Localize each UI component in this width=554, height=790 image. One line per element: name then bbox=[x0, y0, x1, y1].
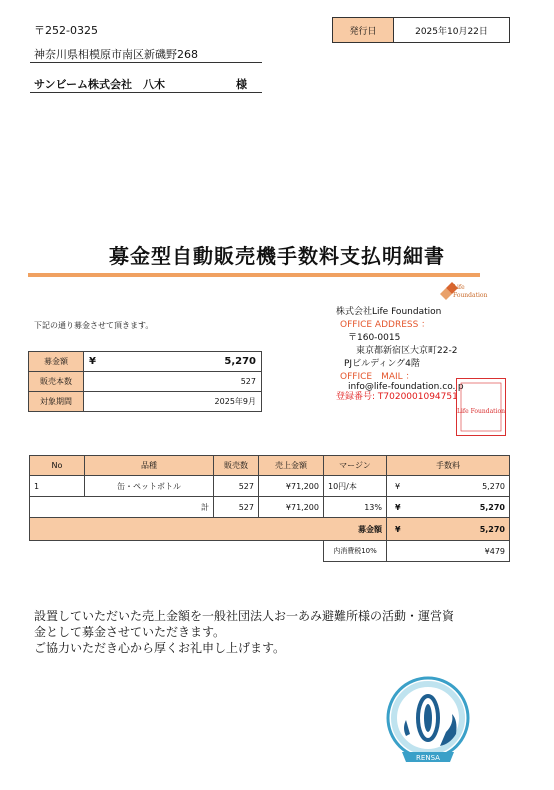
rensa-emblem bbox=[380, 674, 476, 770]
total-value: 5,270 bbox=[479, 524, 505, 534]
tax-spacer bbox=[30, 541, 324, 562]
summary-label-donation: 募金額 bbox=[29, 352, 84, 372]
subtotal-fee-cell bbox=[387, 497, 510, 518]
message-line-1: 設置していただいた売上金額を一般社団法人お一あみ避難所様の活動・運営資 bbox=[34, 609, 455, 623]
issue-date-label: 発行日 bbox=[333, 18, 394, 42]
subtotal-fee-currency: ¥ bbox=[395, 502, 401, 512]
recipient-honorific: 様 bbox=[236, 78, 247, 91]
row-fee-currency: ¥ bbox=[395, 481, 401, 491]
recipient-name: サンビーム株式会社 八木 bbox=[34, 78, 166, 91]
header-item: 品種 bbox=[85, 456, 214, 476]
recipient-address: 神奈川県相模原市南区新磯野268 bbox=[34, 48, 198, 61]
title-underline-bar bbox=[28, 273, 480, 277]
summary-value-donation bbox=[84, 352, 262, 372]
detail-table bbox=[29, 455, 510, 562]
logo-text-life: Life bbox=[453, 284, 465, 291]
company-name: 株式会社Life Foundation bbox=[336, 307, 442, 317]
summary-row-units bbox=[29, 372, 262, 392]
recipient-postal: 〒252-0325 bbox=[34, 24, 98, 37]
recipient-name-line bbox=[34, 76, 247, 92]
total-value-cell bbox=[387, 518, 510, 541]
tax-label: 内消費税10% bbox=[324, 541, 387, 562]
summary-currency: ¥ bbox=[89, 356, 96, 367]
row-sales: ¥71,200 bbox=[259, 476, 324, 497]
header-no: No bbox=[30, 456, 85, 476]
header-qty: 販売数 bbox=[214, 456, 259, 476]
office-mail-label: OFFICE MAIL ： bbox=[340, 372, 415, 382]
subtotal-label: 計 bbox=[30, 497, 214, 518]
address-underline bbox=[30, 62, 262, 63]
company-address-2: PJビルディング4階 bbox=[344, 359, 420, 369]
subtotal-sales: ¥71,200 bbox=[259, 497, 324, 518]
intro-text: 下記の通り募金させて頂きます。 bbox=[34, 321, 154, 330]
row-fee-cell bbox=[387, 476, 510, 497]
total-currency: ¥ bbox=[395, 524, 401, 534]
issue-date-box bbox=[332, 17, 510, 43]
emblem-text: RENSA bbox=[416, 754, 440, 762]
company-address-1: 東京都新宿区大京町22-2 bbox=[356, 346, 458, 356]
header-fee: 手数料 bbox=[387, 456, 510, 476]
subtotal-qty: 527 bbox=[214, 497, 259, 518]
summary-table bbox=[28, 351, 262, 412]
table-row bbox=[30, 476, 510, 497]
message-line-3: ご協力いただき心から厚くお礼申し上げます。 bbox=[34, 641, 286, 655]
issue-date-value: 2025年10月22日 bbox=[415, 26, 488, 37]
company-postal: 〒160-0015 bbox=[348, 333, 401, 343]
tax-value: ¥479 bbox=[387, 541, 510, 562]
summary-row-donation bbox=[29, 352, 262, 372]
logo-text-foundation: Foundation bbox=[453, 292, 488, 299]
header-sales: 売上金額 bbox=[259, 456, 324, 476]
summary-donation-amount: 5,270 bbox=[224, 356, 256, 367]
header-margin: マージン bbox=[324, 456, 387, 476]
company-email: info@life-foundation.co.jp bbox=[348, 382, 464, 392]
name-underline bbox=[30, 92, 262, 93]
row-item: 缶・ペットボトル bbox=[85, 476, 214, 497]
company-info bbox=[336, 306, 464, 404]
summary-period-value: 2025年9月 bbox=[84, 392, 262, 412]
seal-text: Life Foundation bbox=[457, 408, 505, 415]
row-qty: 527 bbox=[214, 476, 259, 497]
summary-label-units: 販売本数 bbox=[29, 372, 84, 392]
subtotal-fee: 5,270 bbox=[479, 502, 505, 512]
message-line-2: 金として募金させていただきます。 bbox=[34, 625, 226, 639]
row-no: 1 bbox=[30, 476, 85, 497]
total-label: 募金額 bbox=[30, 518, 387, 541]
registration-number: 登録番号: T7020001094751 bbox=[336, 392, 458, 402]
summary-units-value: 527 bbox=[84, 372, 262, 392]
total-row bbox=[30, 518, 510, 541]
subtotal-margin: 13% bbox=[324, 497, 387, 518]
document-title: 募金型自動販売機手数料支払明細書 bbox=[109, 244, 445, 268]
closing-message bbox=[34, 608, 524, 656]
subtotal-row bbox=[30, 497, 510, 518]
life-foundation-logo bbox=[437, 280, 497, 302]
row-margin: 10円/本 bbox=[324, 476, 387, 497]
summary-row-period bbox=[29, 392, 262, 412]
detail-header-row bbox=[30, 456, 510, 476]
row-fee: 5,270 bbox=[482, 481, 505, 491]
tax-row bbox=[30, 541, 510, 562]
company-seal bbox=[456, 378, 506, 436]
office-address-label: OFFICE ADDRESS ： bbox=[340, 320, 431, 330]
summary-label-period: 対象期間 bbox=[29, 392, 84, 412]
